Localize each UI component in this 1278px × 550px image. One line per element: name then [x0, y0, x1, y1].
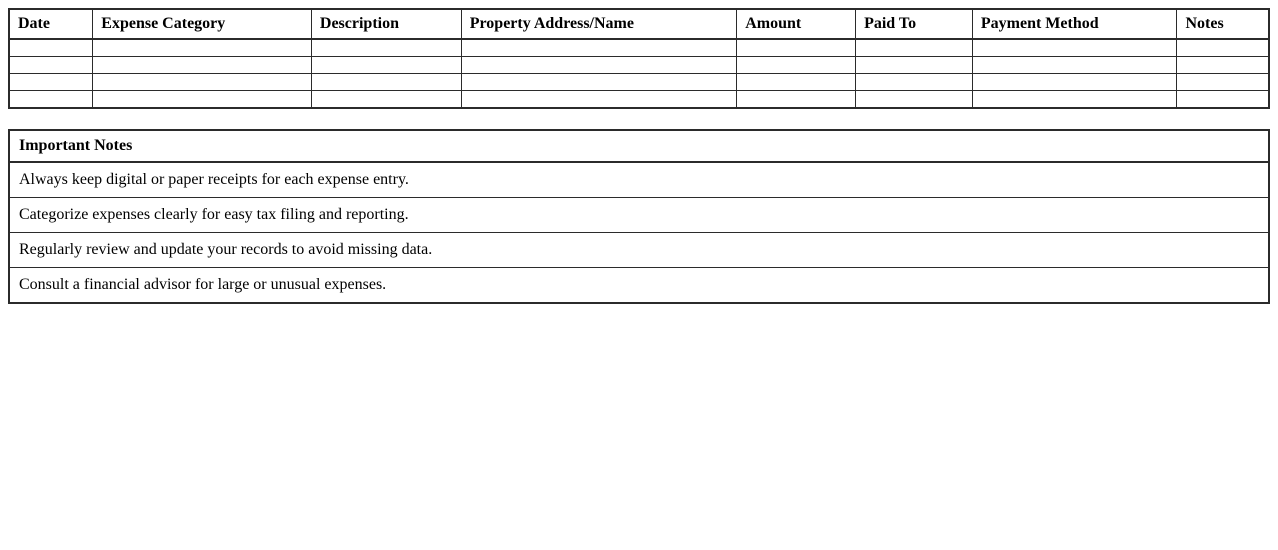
- column-header-notes: Notes: [1177, 9, 1269, 39]
- empty-cell: [1177, 74, 1269, 91]
- empty-cell: [9, 57, 93, 74]
- column-header-description: Description: [311, 9, 461, 39]
- empty-cell: [972, 57, 1177, 74]
- important-notes-title: Important Notes: [9, 130, 1269, 162]
- empty-cell: [737, 74, 856, 91]
- empty-cell: [311, 39, 461, 57]
- note-row: [9, 233, 1269, 268]
- empty-cell: [461, 57, 737, 74]
- empty-cell: [972, 74, 1177, 91]
- empty-cell: [9, 39, 93, 57]
- note-text: Consult a financial advisor for large or unusual expenses.: [9, 268, 1269, 304]
- expense-table-header-row: [9, 9, 1269, 39]
- empty-cell: [461, 39, 737, 57]
- note-text: Regularly review and update your records to avoid missing data.: [9, 233, 1269, 268]
- note-row: [9, 198, 1269, 233]
- column-header-payment-method: Payment Method: [972, 9, 1177, 39]
- empty-cell: [93, 57, 312, 74]
- column-header-date: Date: [9, 9, 93, 39]
- important-notes-header-row: [9, 130, 1269, 162]
- empty-cell: [311, 91, 461, 109]
- expense-table-empty-row: [9, 91, 1269, 109]
- expense-table-empty-row: [9, 57, 1269, 74]
- empty-cell: [737, 39, 856, 57]
- empty-cell: [1177, 57, 1269, 74]
- important-notes-table: [8, 129, 1270, 304]
- expense-table-empty-row: [9, 74, 1269, 91]
- empty-cell: [93, 39, 312, 57]
- column-header-property-address-name: Property Address/Name: [461, 9, 737, 39]
- note-text: Categorize expenses clearly for easy tax filing and reporting.: [9, 198, 1269, 233]
- expense-table-empty-row: [9, 39, 1269, 57]
- empty-cell: [972, 39, 1177, 57]
- empty-cell: [9, 91, 93, 109]
- empty-cell: [311, 74, 461, 91]
- empty-cell: [93, 91, 312, 109]
- empty-cell: [737, 57, 856, 74]
- empty-cell: [461, 74, 737, 91]
- column-header-expense-category: Expense Category: [93, 9, 312, 39]
- note-text: Always keep digital or paper receipts for each expense entry.: [9, 162, 1269, 198]
- empty-cell: [856, 91, 973, 109]
- column-header-amount: Amount: [737, 9, 856, 39]
- empty-cell: [461, 91, 737, 109]
- empty-cell: [93, 74, 312, 91]
- empty-cell: [1177, 91, 1269, 109]
- note-row: [9, 162, 1269, 198]
- empty-cell: [972, 91, 1177, 109]
- empty-cell: [1177, 39, 1269, 57]
- empty-cell: [737, 91, 856, 109]
- column-header-paid-to: Paid To: [856, 9, 973, 39]
- empty-cell: [856, 74, 973, 91]
- empty-cell: [856, 57, 973, 74]
- note-row: [9, 268, 1269, 304]
- empty-cell: [9, 74, 93, 91]
- expense-table: [8, 8, 1270, 109]
- empty-cell: [856, 39, 973, 57]
- empty-cell: [311, 57, 461, 74]
